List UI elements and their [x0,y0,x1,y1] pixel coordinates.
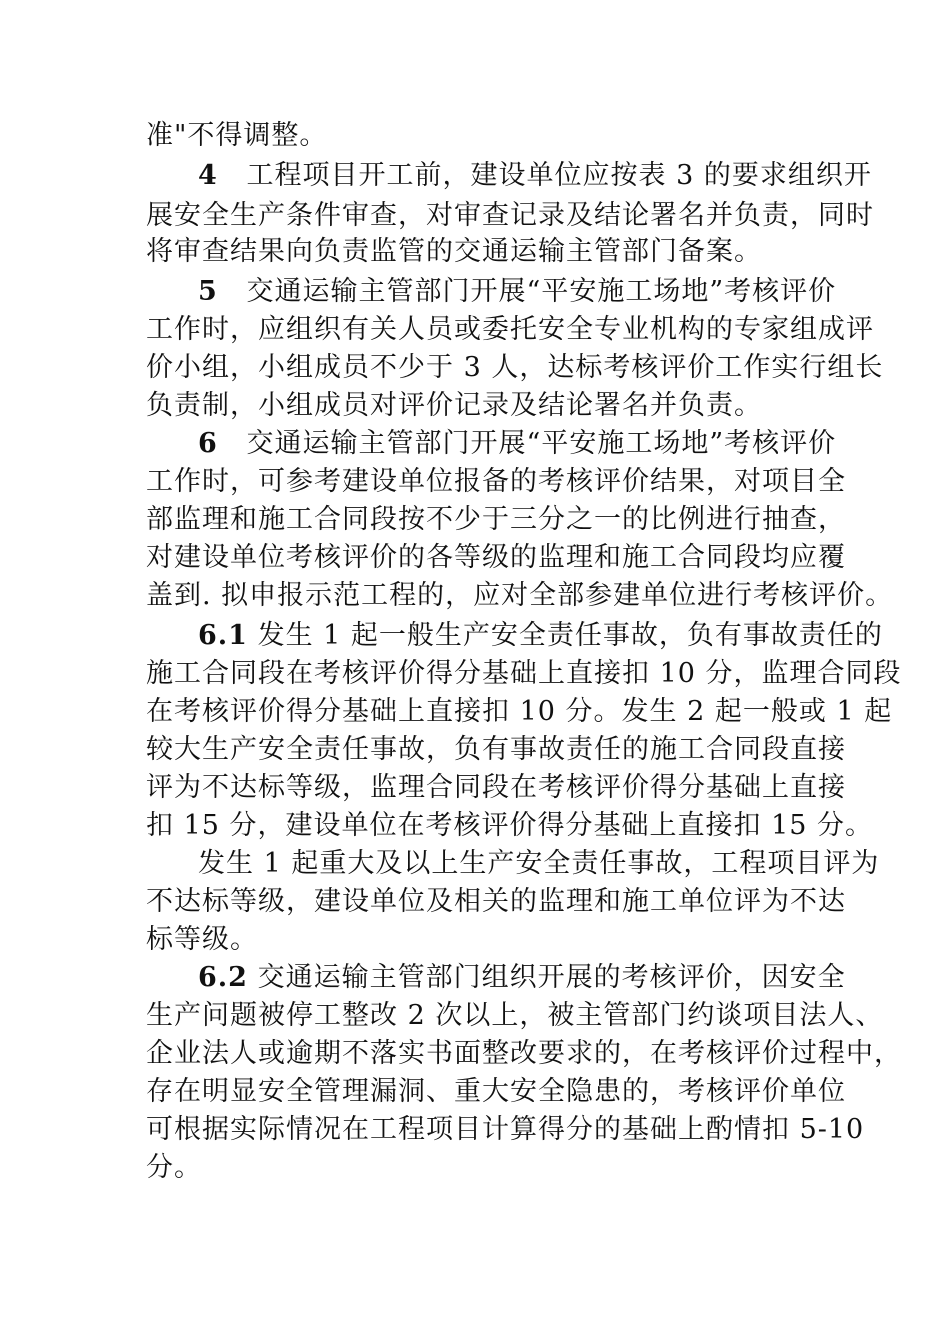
line-text: 分。 [146,1152,202,1183]
text-line [146,808,873,844]
text-line [146,732,846,768]
text-line [146,198,874,234]
section-number: 5 [198,276,218,307]
line-text: 生产问题被停工整改 2 次以上，被主管部门约谈项目法人、 [146,1000,884,1031]
line-text: 盖到. 拟申报示范工程的，应对全部参建单位进行考核评价。 [146,580,894,611]
line-text: 可根据实际情况在工程项目计算得分的基础上酌情扣 5-10 [146,1114,865,1145]
text-line [146,770,846,806]
text-line [146,350,883,386]
paragraph-6-1-first-line [198,618,883,654]
line-text: 工程项目开工前，建设单位应按表 3 的要求组织开 [246,160,872,191]
text-line [146,922,258,958]
line-text: 部监理和施工合同段按不少于三分之一的比例进行抽查， [146,504,846,535]
text-line [146,312,874,348]
paragraph-4-first-line [198,158,872,194]
line-text: 对建设单位考核评价的各等级的监理和施工合同段均应覆 [146,542,846,573]
text-line [146,118,327,154]
text-line [146,388,762,424]
text-line [146,998,883,1034]
text-line [146,694,892,730]
text-line [146,234,762,270]
line-text: 负责制，小组成员对评价记录及结论署名并负责。 [146,390,762,421]
line-text: 在考核评价得分基础上直接扣 10 分。发生 2 起一般或 1 起 [146,696,893,727]
text-line [146,578,893,614]
line-text: 扣 15 分，建设单位在考核评价得分基础上直接扣 15 分。 [146,810,874,841]
line-text: 准"不得调整。 [146,120,328,151]
line-text: 交通运输主管部门开展“平安施工场地”考核评价 [246,276,837,307]
line-text: 企业法人或逾期不落实书面整改要求的，在考核评价过程中， [146,1038,902,1069]
text-line [146,884,846,920]
line-text: 不达标等级，建设单位及相关的监理和施工单位评为不达 [146,886,846,917]
text-line [146,502,846,538]
line-text: 评为不达标等级，监理合同段在考核评价得分基础上直接 [146,772,846,803]
paragraph-6-first-line [198,426,836,462]
paragraph-5-first-line [198,274,836,310]
text-line [146,1036,902,1072]
text-line [146,656,902,692]
line-text: 交通运输主管部门开展“平安施工场地”考核评价 [246,428,837,459]
paragraph-first-line [198,846,879,882]
line-text: 工作时，可参考建设单位报备的考核评价结果，对项目全 [146,466,846,497]
line-text: 施工合同段在考核评价得分基础上直接扣 10 分，监理合同段 [146,658,902,689]
line-text: 发生 1 起重大及以上生产安全责任事故，工程项目评为 [198,848,880,879]
text-line [146,464,846,500]
section-number: 6.2 [198,962,248,993]
paragraph-6-2-first-line [198,960,846,996]
line-text: 存在明显安全管理漏洞、重大安全隐患的，考核评价单位 [146,1076,846,1107]
section-number: 6 [198,428,218,459]
line-text: 标等级。 [146,924,258,955]
text-line [146,1150,202,1186]
line-text: 展安全生产条件审查，对审查记录及结论署名并负责，同时 [146,200,874,231]
section-number: 4 [198,160,218,191]
line-text: 将审查结果向负责监管的交通运输主管部门备案。 [146,236,762,267]
line-text: 价小组，小组成员不少于 3 人，达标考核评价工作实行组长 [146,352,884,383]
text-line [146,540,846,576]
line-text: 较大生产安全责任事故，负有事故责任的施工合同段直接 [146,734,846,765]
text-line [146,1112,864,1148]
line-text: 工作时，应组织有关人员或委托安全专业机构的专家组成评 [146,314,874,345]
text-line [146,1074,846,1110]
line-text: 发生 1 起一般生产安全责任事故，负有事故责任的 [257,620,883,651]
line-text: 交通运输主管部门组织开展的考核评价，因安全 [257,962,846,993]
section-number: 6.1 [198,620,248,651]
